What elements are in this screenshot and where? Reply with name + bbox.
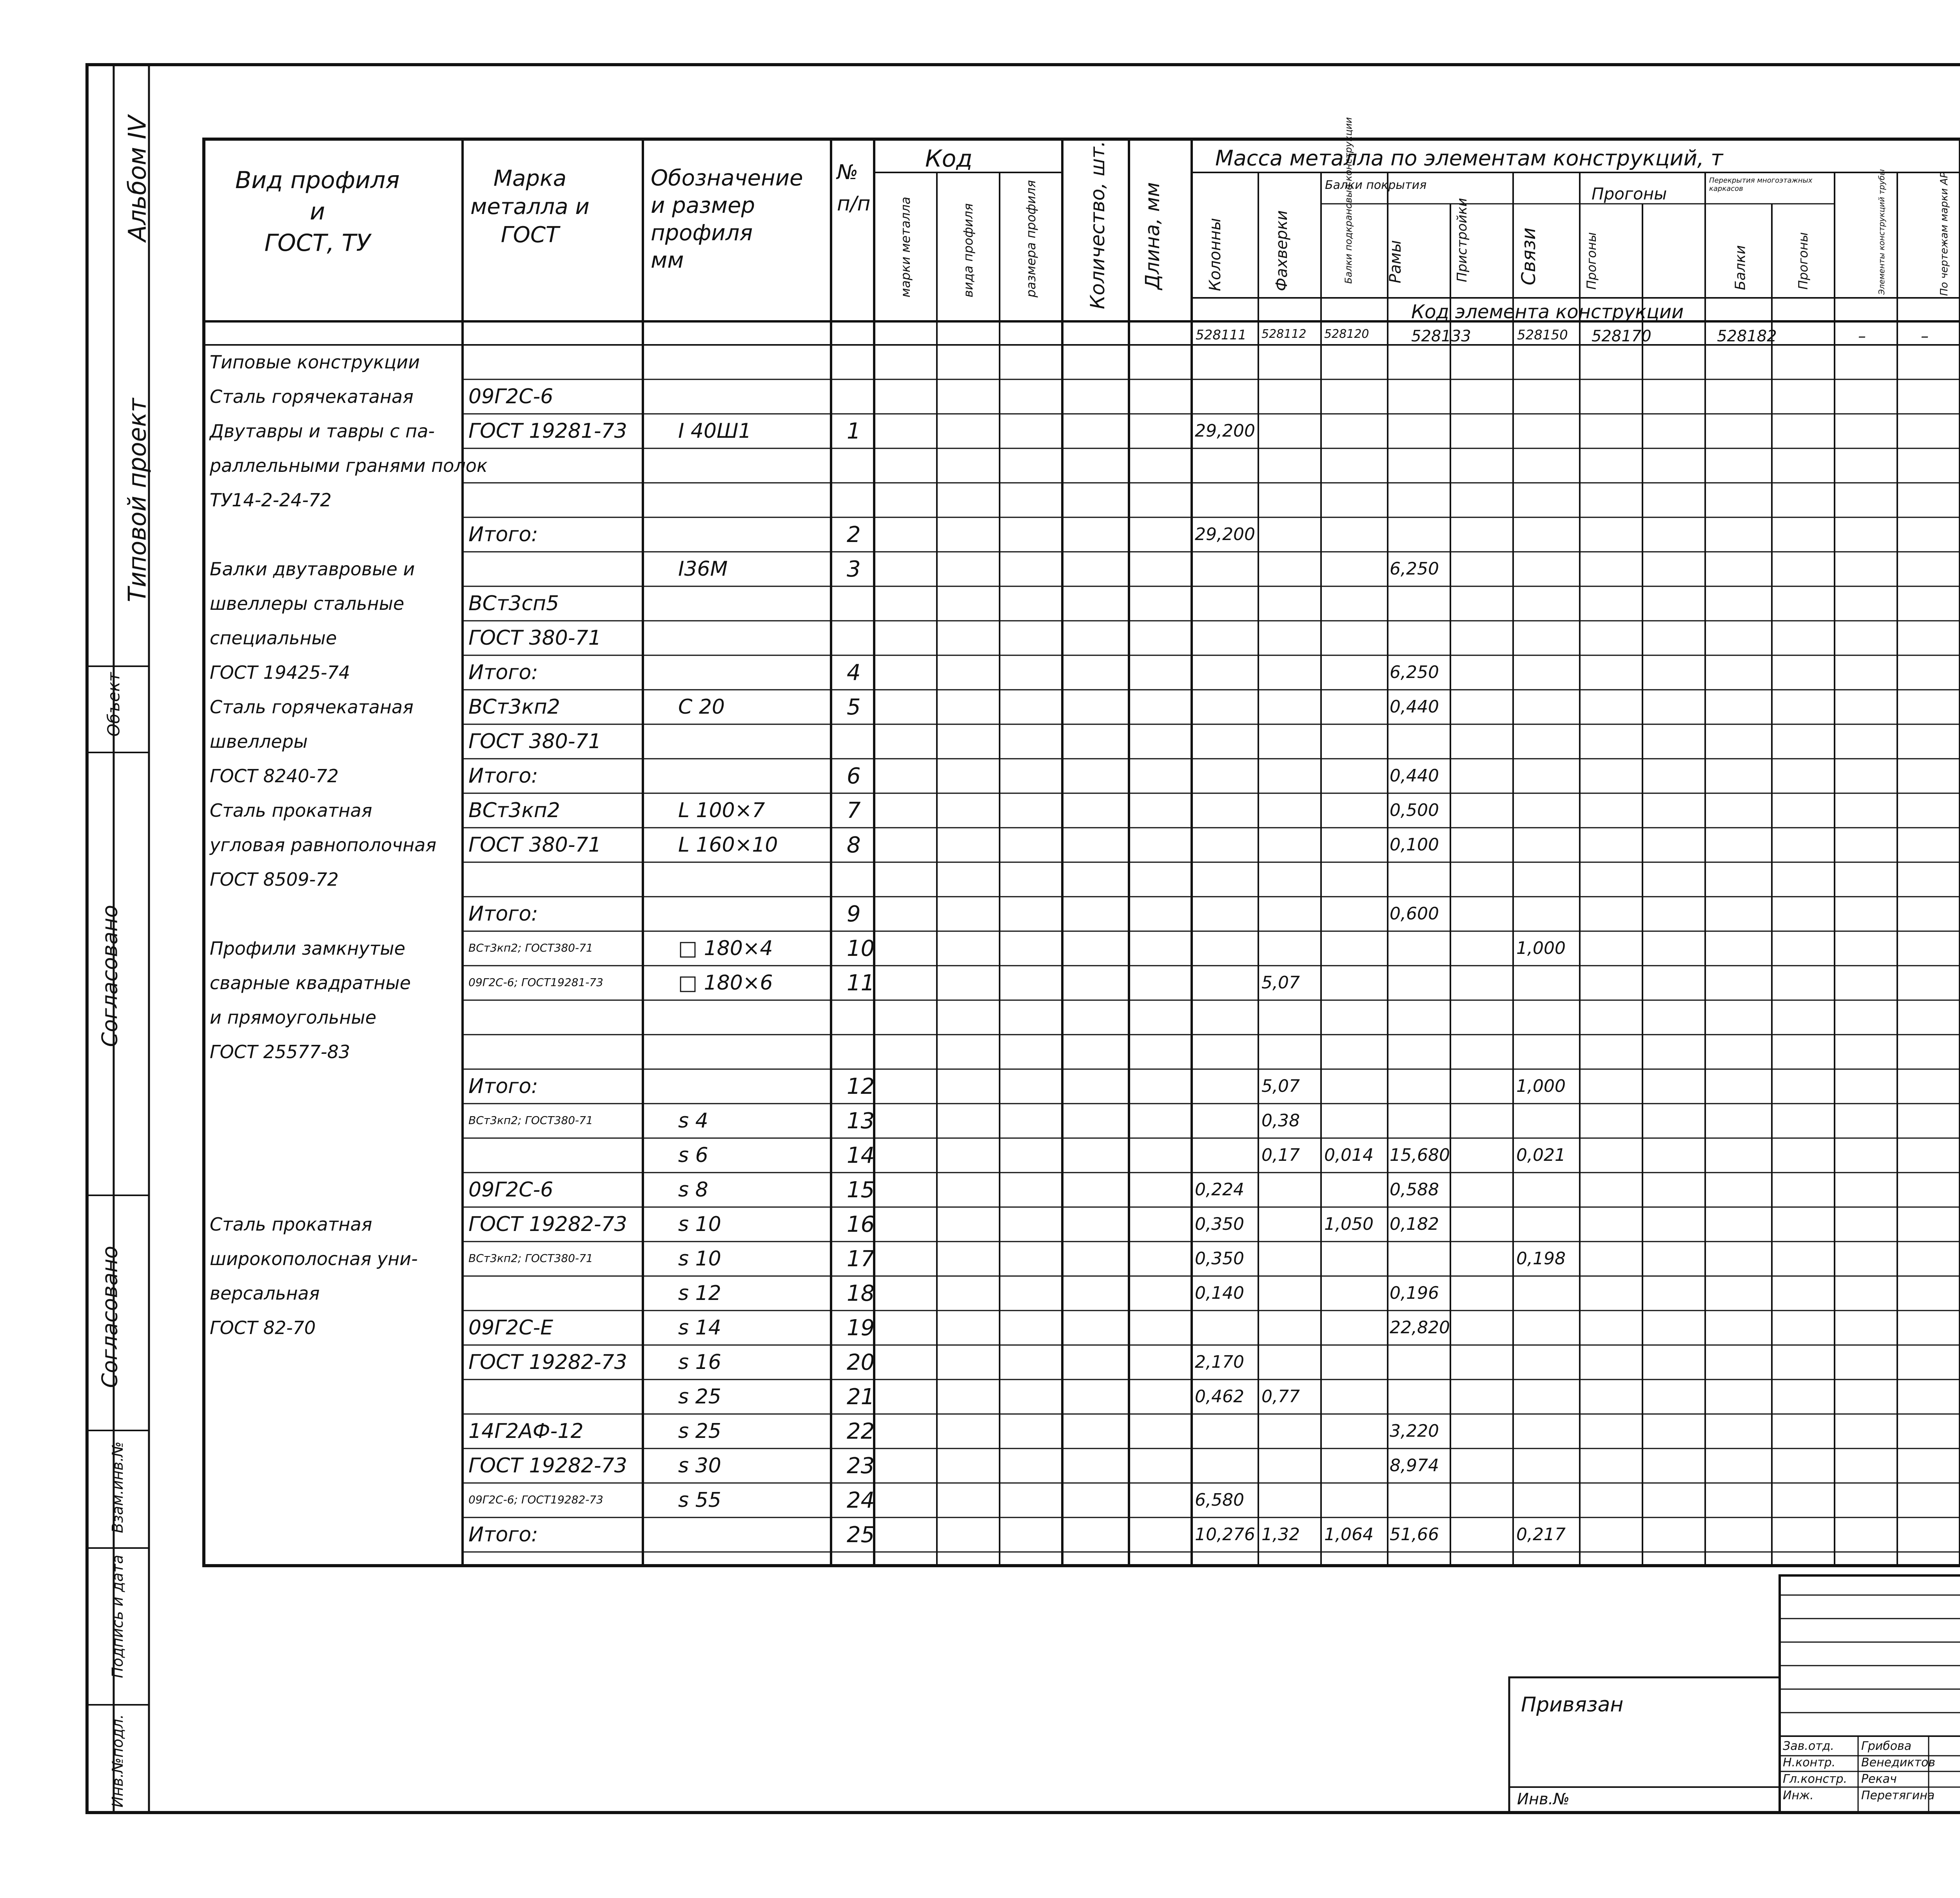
row-profile-type: и прямоугольные [210, 1007, 377, 1028]
row-number: 15 [847, 1177, 875, 1203]
row-profile-type: Типовые конструкции [210, 352, 420, 373]
header-nom: № п/п [837, 161, 871, 216]
header-vid: Вид профиля и ГОСТ, ТУ [235, 167, 400, 257]
row-profile-type: раллельными гранями полок [210, 455, 488, 476]
row-mass-crane-beams: 0,014 [1324, 1145, 1374, 1165]
row-profile-size: s 30 [678, 1454, 721, 1477]
row-profile-size: □ 180×4 [678, 937, 773, 960]
col-kolonny: Колонны [1206, 218, 1224, 291]
project-label: Типовой проект [123, 398, 152, 602]
row-mass-bracing: 0,217 [1516, 1525, 1566, 1545]
row-profile-type: Сталь прокатная [210, 800, 372, 821]
row-number: 19 [847, 1315, 875, 1341]
row-mass-roof-beams: 0,182 [1390, 1214, 1439, 1234]
row-steel-grade: ГОСТ 19282-73 [468, 1351, 627, 1374]
signature-role: Гл.констр. [1783, 1772, 1847, 1786]
row-number: 14 [847, 1143, 875, 1168]
col-pristr: Пристройки [1454, 198, 1470, 282]
row-number: 24 [847, 1488, 875, 1513]
row-profile-type: версальная [210, 1283, 320, 1304]
agreed-label: Согласовано [97, 905, 122, 1047]
row-profile-type: Профили замкнутые [210, 938, 405, 959]
row-profile-type: швеллеры стальные [210, 593, 405, 614]
row-number: 2 [847, 522, 861, 547]
row-profile-size: L 160×10 [678, 833, 778, 857]
row-profile-size: s 16 [678, 1351, 721, 1374]
row-mass-roof-beams: 6,250 [1390, 559, 1439, 579]
row-mass-roof-beams: 6,250 [1390, 662, 1439, 682]
row-profile-type: ГОСТ 25577-83 [210, 1041, 350, 1062]
row-steel-grade: ГОСТ 380-71 [468, 626, 601, 650]
row-mass-roof-beams: 8,974 [1390, 1456, 1439, 1476]
row-mass-roof-beams: 22,820 [1390, 1318, 1450, 1338]
row-mass-roof-beams: 0,100 [1390, 835, 1439, 855]
row-number: 20 [847, 1350, 875, 1375]
col-fahverki: Фахверки [1273, 210, 1291, 291]
row-number: 22 [847, 1419, 875, 1444]
header-dlina: Длина, мм [1141, 182, 1164, 290]
row-profile-size: L 100×7 [678, 799, 765, 822]
row-profile-size: s 6 [678, 1144, 708, 1167]
kod-528120: 528120 [1324, 327, 1369, 341]
header-oboz: Обозначение и размер профиля мм [651, 165, 803, 273]
row-mass-columns: 0,350 [1195, 1249, 1244, 1269]
row-mass-columns: 0,350 [1195, 1214, 1244, 1234]
row-steel-grade: ГОСТ 380-71 [468, 833, 601, 857]
row-number: 6 [847, 763, 861, 789]
row-mass-roof-beams: 0,500 [1390, 800, 1439, 820]
signature-name: Грибова [1861, 1739, 1912, 1753]
row-mass-fachwerk: 0,17 [1261, 1145, 1300, 1165]
signature-name: Перетягина [1861, 1789, 1935, 1802]
header-massa: Масса металла по элементам конструкций, т [1215, 146, 1723, 170]
kod-marki: марки металла [898, 197, 913, 297]
row-number: 25 [847, 1522, 875, 1548]
row-number: 10 [847, 936, 875, 961]
signature-name: Рекач [1861, 1772, 1897, 1786]
row-profile-type: угловая равнополочная [210, 834, 437, 856]
row-number: 3 [847, 557, 861, 582]
sign-date-label: Подпись и дата [109, 1555, 126, 1678]
col-balki-podkr: Балки подкрановые конструкции [1343, 117, 1354, 284]
privyazan-label: Привязан [1521, 1693, 1624, 1717]
col-perekr: Перекрытия многоэтажных каркасов [1709, 176, 1813, 193]
row-profile-type: специальные [210, 627, 337, 649]
row-profile-type: ГОСТ 82-70 [210, 1317, 316, 1338]
row-mass-columns: 2,170 [1195, 1352, 1244, 1372]
row-profile-type: широкополосная уни- [210, 1248, 418, 1269]
kod-528111: 528111 [1196, 327, 1247, 343]
row-number: 13 [847, 1108, 875, 1134]
kod-dash1: – [1858, 327, 1866, 345]
inv-label: Инв.№ [1517, 1790, 1570, 1808]
row-mass-columns: 29,200 [1195, 421, 1255, 441]
row-number: 16 [847, 1212, 875, 1237]
row-mass-bracing: 0,021 [1516, 1145, 1566, 1165]
col-ar: По чертежам марки АР [1938, 172, 1950, 296]
row-number: 1 [847, 419, 861, 444]
row-profile-size: s 12 [678, 1282, 721, 1305]
kod-528150: 528150 [1517, 327, 1568, 343]
row-mass-columns: 29,200 [1195, 524, 1255, 544]
row-number: 8 [847, 832, 861, 858]
row-profile-size: s 4 [678, 1109, 708, 1133]
row-number: 5 [847, 694, 861, 720]
row-mass-columns: 0,462 [1195, 1387, 1244, 1407]
row-mass-columns: 0,140 [1195, 1283, 1244, 1303]
album-label: Альбом IV [123, 115, 152, 242]
row-number: 18 [847, 1281, 875, 1306]
row-mass-fachwerk: 0,77 [1261, 1387, 1300, 1407]
row-profile-size: s 14 [678, 1316, 721, 1340]
row-steel-grade: 09Г2С-6 [468, 385, 554, 408]
row-profile-type: швеллеры [210, 731, 308, 752]
col-progony2: Прогоны [1796, 232, 1811, 290]
row-number: 4 [847, 660, 861, 685]
row-steel-grade: Итого: [468, 1523, 538, 1546]
col-balki: Балки [1732, 245, 1749, 290]
row-steel-grade: ГОСТ 380-71 [468, 730, 601, 753]
row-mass-bracing: 1,000 [1516, 1076, 1566, 1096]
row-number: 21 [847, 1384, 875, 1410]
row-steel-grade: Итого: [468, 1075, 538, 1098]
row-profile-type: Сталь прокатная [210, 1214, 372, 1235]
row-mass-crane-beams: 1,050 [1324, 1214, 1374, 1234]
row-steel-grade: 09Г2С-6; ГОСТ19281-73 [468, 976, 603, 989]
row-profile-size: I36М [678, 557, 728, 581]
col-ramy: Рамы [1387, 240, 1405, 283]
row-steel-grade: ВСт3кп2; ГОСТ380-71 [468, 1252, 593, 1265]
row-steel-grade: ВСт3кп2 [468, 695, 560, 719]
row-steel-grade: ВСт3кп2 [468, 799, 560, 822]
object-label: Объект [104, 672, 123, 737]
header-kod: Код [925, 145, 973, 172]
signature-role: Зав.отд. [1783, 1739, 1834, 1753]
row-steel-grade: ВСт3кп2; ГОСТ380-71 [468, 941, 593, 954]
row-profile-type: ГОСТ 8509-72 [210, 869, 339, 890]
row-steel-grade: 09Г2С-6; ГОСТ19282-73 [468, 1493, 603, 1506]
signature-role: Инж. [1783, 1789, 1814, 1802]
row-profile-size: s 25 [678, 1385, 721, 1409]
kod-528182: 528182 [1717, 327, 1777, 345]
row-steel-grade: Итого: [468, 902, 538, 926]
row-mass-roof-beams: 0,600 [1390, 904, 1439, 924]
row-steel-grade: 09Г2С-Е [468, 1316, 554, 1340]
row-steel-grade: ГОСТ 19281-73 [468, 419, 627, 443]
row-number: 9 [847, 901, 861, 927]
row-steel-grade: Итого: [468, 764, 538, 788]
row-profile-size: I 40Ш1 [678, 419, 751, 443]
row-profile-type: Сталь горячекатаная [210, 696, 414, 718]
signature-role: Н.контр. [1783, 1756, 1836, 1769]
col-progony: Прогоны [1584, 232, 1599, 290]
kod-dash2: – [1921, 327, 1929, 345]
row-steel-grade: Итого: [468, 523, 538, 546]
row-steel-grade: ГОСТ 19282-73 [468, 1213, 627, 1236]
row-mass-bracing: 0,198 [1516, 1249, 1566, 1269]
row-mass-roof-beams: 51,66 [1390, 1525, 1439, 1545]
col-balki-pokr: Балки покрытия [1325, 178, 1427, 192]
row-number: 11 [847, 970, 875, 996]
row-profile-size: s 25 [678, 1419, 721, 1443]
row-mass-roof-beams: 0,588 [1390, 1180, 1439, 1200]
row-number: 23 [847, 1453, 875, 1479]
col-truby: Элементы конструкций трубы [1877, 169, 1886, 295]
row-profile-type: ГОСТ 19425-74 [210, 662, 350, 683]
row-profile-size: s 10 [678, 1247, 721, 1271]
row-mass-roof-beams: 3,220 [1390, 1421, 1439, 1441]
kod-528133: 528133 [1411, 327, 1471, 345]
row-steel-grade: ВСт3сп5 [468, 592, 559, 615]
col-progony-head: Прогоны [1592, 184, 1667, 203]
row-profile-type: Балки двутавровые и [210, 558, 415, 580]
row-profile-size: s 8 [678, 1178, 708, 1202]
row-mass-roof-beams: 0,440 [1390, 697, 1439, 717]
row-profile-size: С 20 [678, 695, 725, 719]
kod-vida: вида профиля [961, 203, 976, 297]
row-profile-type: Двутавры и тавры с па- [210, 421, 435, 442]
kod-528170: 528170 [1592, 327, 1651, 345]
inv-podl-label: Инв.№подл. [109, 1714, 126, 1807]
row-mass-columns: 0,224 [1195, 1180, 1244, 1200]
row-profile-size: s 10 [678, 1213, 721, 1236]
row-number: 12 [847, 1074, 875, 1099]
row-profile-type: сварные квадратные [210, 972, 411, 993]
row-steel-grade: 14Г2АФ-12 [468, 1419, 584, 1443]
row-mass-fachwerk: 0,38 [1261, 1111, 1300, 1131]
row-mass-columns: 10,276 [1195, 1525, 1255, 1545]
header-kol: Количество, шт. [1086, 140, 1109, 309]
row-steel-grade: ВСт3кп2; ГОСТ380-71 [468, 1114, 593, 1127]
row-mass-roof-beams: 0,440 [1390, 766, 1439, 786]
row-mass-fachwerk: 5,07 [1261, 1076, 1300, 1096]
row-profile-type: Сталь горячекатаная [210, 386, 414, 407]
row-number: 17 [847, 1246, 875, 1272]
kod-razmera: размера профиля [1024, 180, 1038, 297]
inv-zam-label: Взам.инв.№ [109, 1441, 126, 1533]
row-mass-crane-beams: 1,064 [1324, 1525, 1374, 1545]
col-svyazi: Связи [1518, 227, 1540, 285]
row-profile-size: □ 180×6 [678, 971, 773, 995]
header-marka: Марка металла и ГОСТ [470, 166, 590, 248]
kod-528112: 528112 [1261, 327, 1307, 341]
row-number: 7 [847, 798, 861, 823]
row-mass-columns: 6,580 [1195, 1490, 1244, 1510]
kod-elementa: Код элемента конструкции [1411, 301, 1684, 323]
row-steel-grade: 09Г2С-6 [468, 1178, 554, 1202]
row-mass-roof-beams: 15,680 [1390, 1145, 1450, 1165]
row-mass-fachwerk: 1,32 [1261, 1525, 1300, 1545]
signature-name: Венедиктов [1861, 1756, 1935, 1769]
row-profile-size: s 55 [678, 1488, 721, 1512]
row-profile-type: ТУ14-2-24-72 [210, 489, 332, 511]
row-steel-grade: Итого: [468, 661, 538, 684]
row-mass-bracing: 1,000 [1516, 938, 1566, 958]
row-mass-fachwerk: 5,07 [1261, 973, 1300, 993]
row-mass-roof-beams: 0,196 [1390, 1283, 1439, 1303]
agreed2-label: Согласовано [97, 1245, 122, 1388]
row-steel-grade: ГОСТ 19282-73 [468, 1454, 627, 1477]
row-profile-type: ГОСТ 8240-72 [210, 765, 339, 787]
